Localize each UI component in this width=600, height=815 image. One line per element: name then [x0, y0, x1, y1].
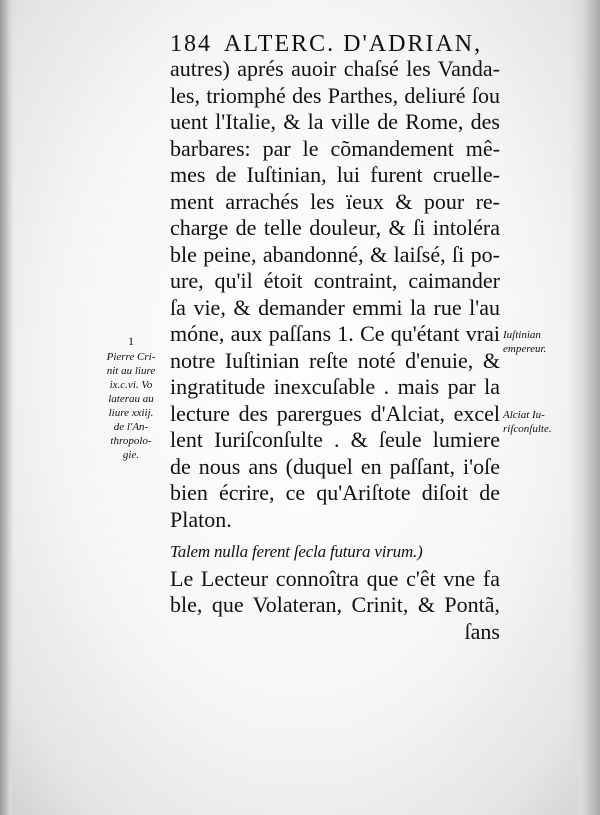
- text-line: móne, aux paſſans 1. Ce qu'étant vrai: [170, 321, 500, 346]
- page-left-edge-shadow: [0, 0, 14, 815]
- text-line: ble peine, abandonné, & laiſsé, ſi po-: [170, 241, 500, 267]
- right-margin-note-alciat: [503, 408, 573, 436]
- text-line: ure, qu'il étoit contraint, caimander: [170, 268, 500, 293]
- text-line: charge de telle douleur, & ſi intoléra: [170, 215, 500, 240]
- text-line: les, triomphé des Parthes, deliuré ſou: [170, 82, 500, 108]
- footnote-marker: 1: [128, 334, 134, 348]
- text-line: notre Iuſtinian reſte noté d'enuie, &: [170, 347, 500, 373]
- text-line: ment arrachés les ïeux & pour re-: [170, 188, 500, 214]
- text-line: uent l'Italie, & la ville de Rome, des: [170, 109, 500, 134]
- text-line: autres) aprés auoir chaſsé les Vanda-: [170, 56, 500, 81]
- margin-note-line: ix.c.vi. Vo: [109, 379, 153, 391]
- running-title: ALTERC. D'ADRIAN,: [224, 31, 483, 57]
- margin-note-line: gie.: [122, 449, 140, 461]
- running-header: [170, 30, 490, 58]
- text-line: ſans: [464, 618, 500, 644]
- margin-note-line: thropolo-: [110, 435, 152, 447]
- margin-note-line: de l'An-: [113, 421, 149, 433]
- right-margin-note-justinian: [503, 328, 573, 356]
- text-line: ingratitude inexcuſable . mais par la: [170, 374, 500, 399]
- text-line: ble, que Volateran, Crinit, & Pontã,: [170, 592, 500, 617]
- text-line: barbares: par le cõmandement mê-: [170, 135, 500, 161]
- margin-note-line: empereur.: [503, 343, 547, 355]
- text-line: Platon.: [170, 506, 232, 532]
- page-number: 184: [170, 31, 212, 57]
- latin-quote: Talem nulla ferent ſecla futura virum.): [170, 542, 423, 561]
- main-text-block: [170, 56, 500, 645]
- margin-note-line: riſconſulte.: [503, 423, 552, 435]
- margin-note-line: nit au liure: [106, 365, 156, 377]
- margin-note-line: Iuſtinian: [503, 329, 541, 341]
- margin-note-line: Alciat Iu-: [503, 409, 545, 421]
- text-line: Le Lecteur connoîtra que c'êt vne fa: [170, 565, 500, 591]
- text-line: lent Iuriſconſulte . & ſeule lumiere: [170, 427, 500, 452]
- text-line: mes de Iuſtinian, lui furent cruelle-: [170, 162, 500, 187]
- left-margin-note: [95, 334, 167, 462]
- text-line: ſa vie, & demander emmi la rue l'au: [170, 294, 500, 320]
- margin-note-line: Pierre Cri-: [106, 351, 156, 363]
- text-line: bien écrire, ce qu'Ariſtote diſoit de: [170, 480, 500, 505]
- text-line: lecture des parergues d'Alciat, excel: [170, 400, 500, 426]
- text-line: de nous ans (duquel en paſſant, i'oſe: [170, 453, 500, 479]
- margin-note-line: liure xxiij.: [108, 407, 154, 419]
- page-right-edge-shadow: [570, 0, 600, 815]
- margin-note-line: laterau au: [108, 393, 154, 405]
